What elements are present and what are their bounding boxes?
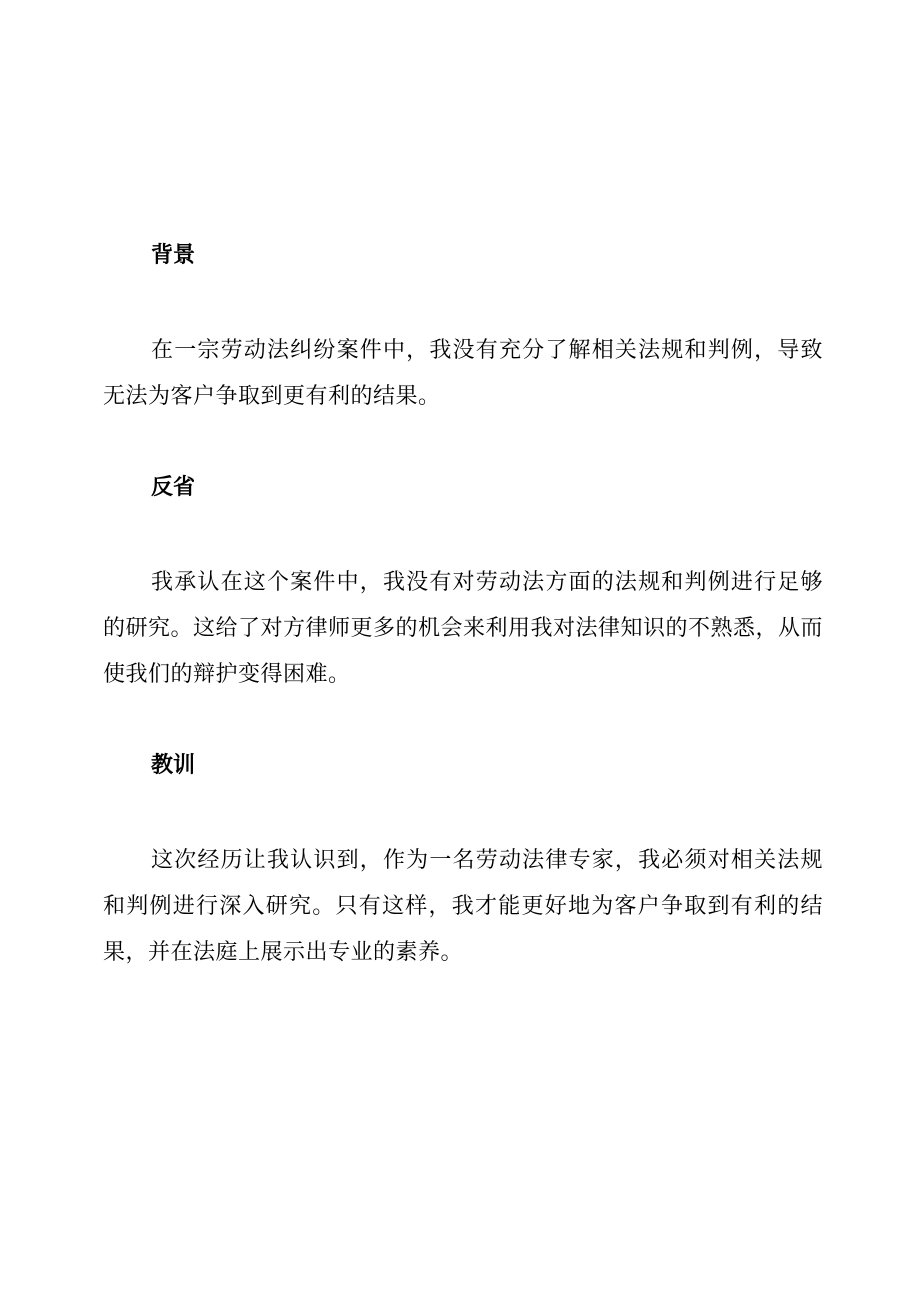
section-body-reflection: 我承认在这个案件中，我没有对劳动法方面的法规和判例进行足够的研究。这给了对方律师更多的机会来利用我对法律知识的不熟悉，从而使我们的辩护变得困难。 <box>103 570 824 687</box>
section-heading-reflection: 反省 <box>151 475 196 500</box>
section-body-background: 在一宗劳动法纠纷案件中，我没有充分了解相关法规和判例，导致无法为客户争取到更有利的结果。 <box>103 338 823 409</box>
section-heading-background: 背景 <box>151 243 196 268</box>
section-heading-lesson: 教训 <box>151 753 196 778</box>
section-body-lesson: 这次经历让我认识到，作为一名劳动法律专家，我必须对相关法规和判例进行深入研究。只有这样，我才能更好地为客户争取到有利的结果，并在法庭上展示出专业的素养。 <box>103 848 823 965</box>
document-content <box>103 234 823 976</box>
